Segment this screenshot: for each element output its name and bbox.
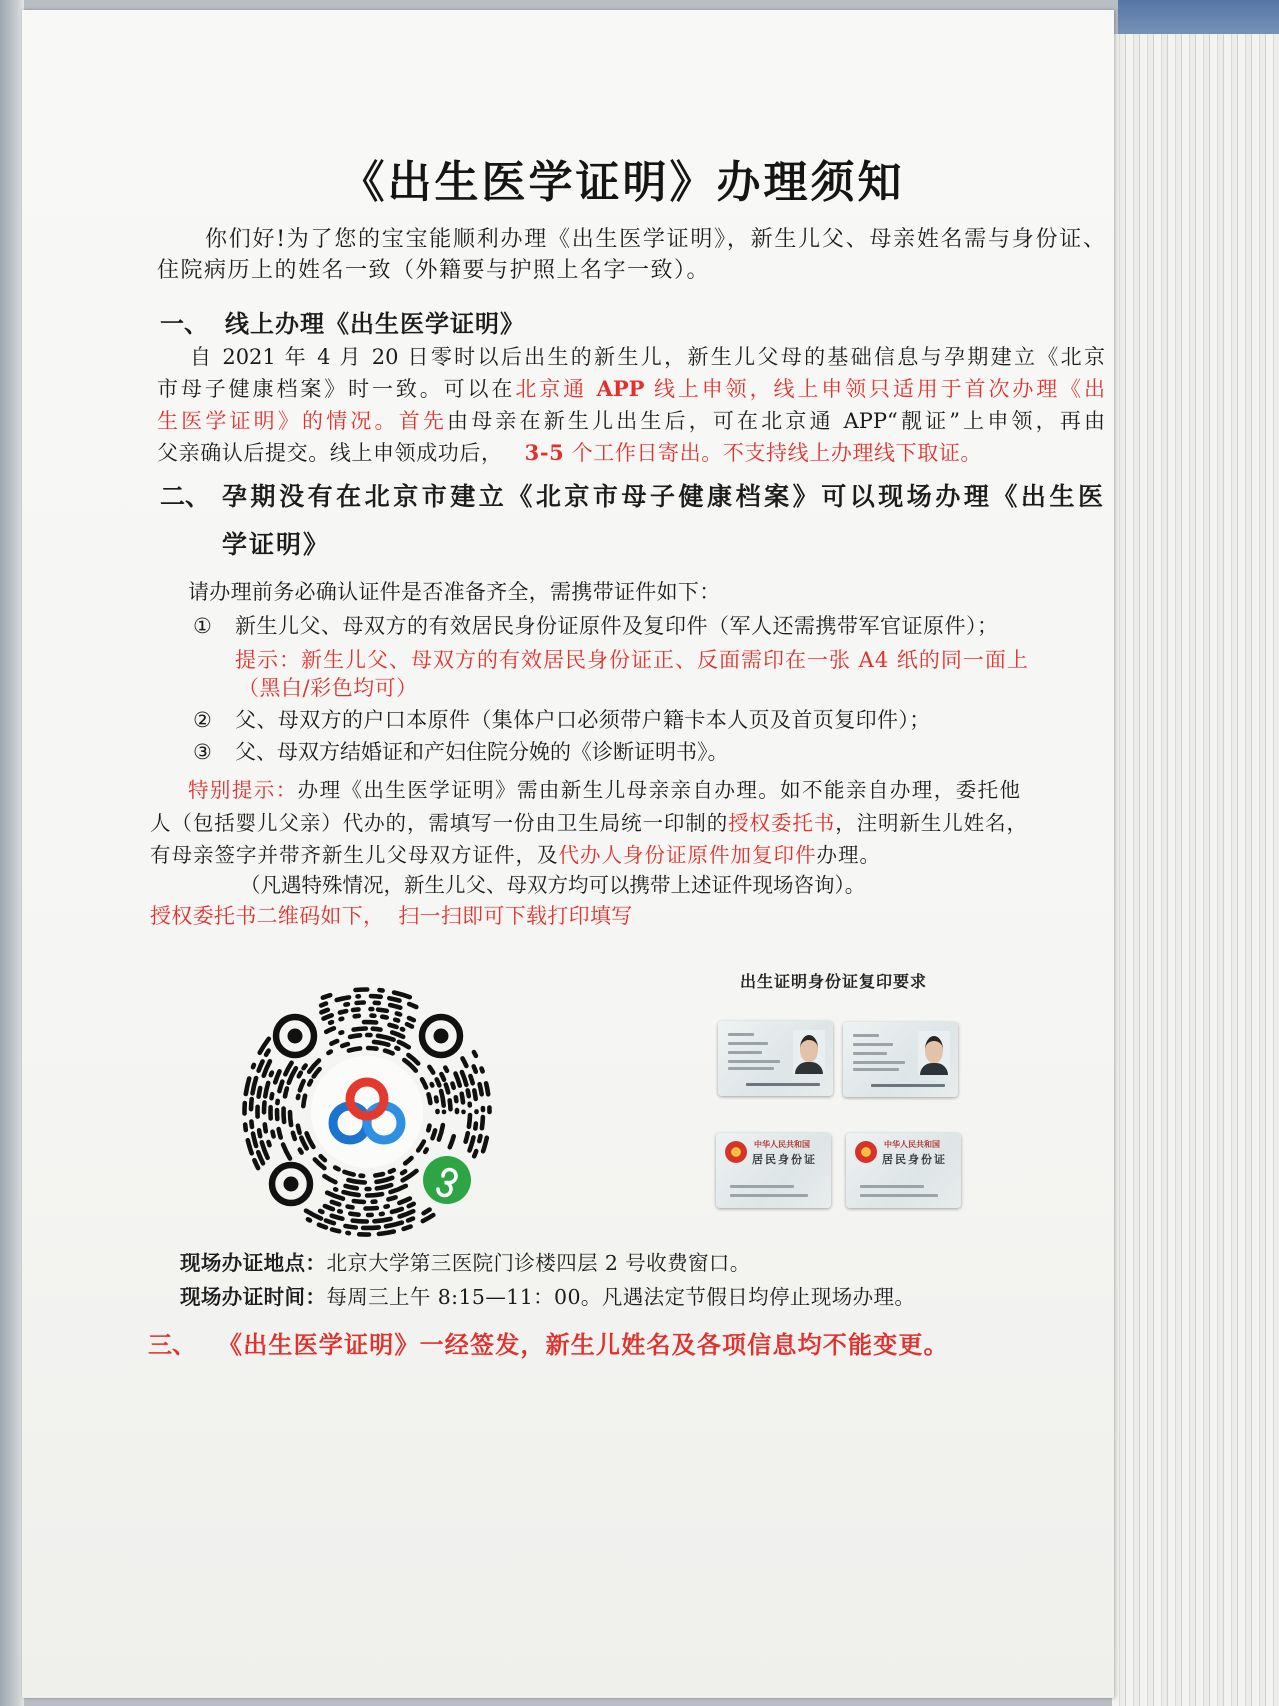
qr-module: [355, 1016, 359, 1017]
qr-module: [404, 1227, 411, 1229]
national-emblem-icon: [855, 1141, 877, 1163]
qr-module: [253, 1078, 257, 1093]
qr-module: [462, 1072, 467, 1085]
qr-module: [290, 1112, 291, 1125]
qr-module: [253, 1065, 254, 1067]
qr-module: [271, 1073, 272, 1076]
qr-module: [479, 1136, 480, 1141]
qr-module: [266, 1051, 269, 1055]
qr-module: [486, 1083, 488, 1094]
qr-module: [324, 1176, 335, 1182]
qr-module: [423, 1215, 434, 1221]
card-number-line: [871, 1084, 945, 1087]
qr-module: [462, 1094, 463, 1103]
qr-module: [375, 1174, 383, 1176]
qr-module: [468, 1090, 469, 1096]
qr-module: [342, 1044, 348, 1046]
qr-module: [337, 997, 349, 1000]
qr-module: [273, 1132, 274, 1137]
qr-module: [279, 1082, 282, 1092]
qr-module: [450, 1136, 454, 1147]
qr-module: [307, 1133, 314, 1147]
qr-module: [251, 1122, 252, 1127]
qr-module: [269, 1142, 270, 1145]
highlight-segment: 授权委托书: [728, 811, 836, 835]
qr-module: [474, 1066, 476, 1071]
qr-module: [303, 1096, 305, 1106]
qr-module: [346, 1186, 357, 1188]
card-country-text: 中华人民共和国: [754, 1139, 810, 1149]
highlight-segment: 北京通: [515, 377, 597, 401]
qr-module: [445, 1068, 447, 1071]
requirement-item: 新生儿父、母双方的有效居民身份证原件及复印件（军人还需携带军官证原件）；: [235, 614, 999, 638]
qr-module: [371, 996, 381, 997]
qr-module: [432, 1084, 433, 1085]
qr-module: [335, 1168, 338, 1170]
qr-module: [356, 989, 368, 990]
qr-module: [378, 1010, 387, 1011]
qr-module: [301, 1138, 306, 1149]
section1-line: [157, 438, 982, 468]
qr-module: [320, 1211, 322, 1212]
qr-module: [409, 1004, 416, 1007]
requirement-tip: 提示：新生儿父、母双方的有效居民身份证正、反面需印在一张 A4 纸的同一面上: [235, 648, 1029, 672]
special-notice-label: 特别提示：: [188, 778, 298, 802]
qr-module: [259, 1130, 260, 1136]
text-segment: 人（包括婴儿父亲）代办的，需填写一份由卫生局统一印制的: [150, 811, 729, 835]
qr-module: [399, 1042, 409, 1047]
qr-module: [331, 1041, 337, 1044]
card-text-line: [853, 1034, 879, 1037]
qr-module: [425, 1149, 427, 1152]
qr-module: [285, 1063, 291, 1075]
qr-module: [441, 1091, 444, 1106]
section2-heading: 学证明》: [222, 530, 331, 559]
card-text-line: [853, 1068, 899, 1071]
id-card-front-copy: [843, 1022, 958, 1097]
onsite-location-label: 现场办证地点：: [180, 1251, 327, 1275]
qr-module: [309, 1081, 311, 1085]
section2-heading: 孕期没有在北京市建立《北京市母子健康档案》可以现场办理《出生医: [222, 482, 1103, 511]
section1-number: 一、: [160, 309, 208, 338]
highlight-segment: 线上申领，线上申领只适用于首次办理《出: [644, 377, 1105, 401]
qr-module: [319, 1225, 326, 1228]
qr-module: [379, 1232, 394, 1234]
qr-module: [397, 1013, 400, 1014]
id-card-back-copy: [716, 1133, 831, 1208]
qr-module: [344, 1172, 353, 1175]
qr-module: [348, 1180, 364, 1183]
qr-module: [349, 1048, 360, 1050]
id-copy-title: 出生证明身份证复印要求: [740, 972, 928, 991]
qr-module: [357, 1003, 364, 1004]
qr-module: [392, 1032, 403, 1036]
qr-module: [348, 1207, 353, 1208]
onsite-location: [180, 1248, 751, 1278]
page-stack-edge: [1112, 34, 1279, 1706]
qr-module: [394, 993, 410, 998]
qr-module: [330, 1022, 332, 1023]
qr-module: [248, 1140, 252, 1153]
qr-module: [293, 1133, 295, 1139]
qr-module: [265, 1124, 266, 1131]
qr-module: [363, 1227, 379, 1228]
qr-eye-dot: [288, 1029, 303, 1044]
qr-module: [299, 1073, 301, 1077]
qr-module: [429, 1094, 431, 1103]
qr-module: [470, 1137, 474, 1150]
qr-module: [469, 1115, 470, 1127]
qr-module: [332, 1216, 343, 1219]
folder-left-edge: [0, 0, 24, 1706]
mini-program-badge-icon: [423, 1156, 471, 1204]
qr-module: [279, 1129, 281, 1137]
qr-module: [275, 1071, 279, 1082]
qr-module: [418, 1142, 424, 1151]
qr-module: [433, 1130, 436, 1138]
text-segment: 父亲确认后提交。线上申领成功后，: [157, 441, 503, 465]
special-notice-line: [150, 808, 1027, 838]
qr-module: [300, 1150, 302, 1153]
qr-module: [340, 1011, 346, 1013]
qr-module: [262, 1142, 268, 1158]
highlight-segment: 3-5: [524, 440, 565, 465]
qr-module: [390, 1025, 397, 1027]
id-card-front-copy: [718, 1021, 833, 1096]
qr-module: [483, 1138, 487, 1152]
qr-module: [395, 1020, 398, 1021]
card-text-line: [728, 1067, 774, 1070]
card-text-line: [728, 1033, 754, 1036]
qr-module: [391, 1186, 406, 1192]
qr-module: [259, 1088, 261, 1097]
highlight-segment: 个工作日寄出。不支持线上办理线下取证。: [564, 441, 983, 465]
card-text-line: [853, 1052, 887, 1055]
qr-module: [373, 1029, 381, 1030]
qr-module: [437, 1079, 440, 1085]
qr-module: [389, 998, 399, 1000]
qr-module: [326, 1221, 334, 1224]
special-notice-line: [150, 840, 881, 870]
qr-module: [374, 1042, 388, 1045]
qr-module: [399, 1199, 410, 1203]
section3-text: 《出生医学证明》一经签发，新生儿姓名及各项信息均不能变更。: [218, 1330, 949, 1359]
intro-line: 住院病历上的姓名一致（外籍要与护照上名字一致）。: [157, 258, 711, 283]
qr-module: [272, 1094, 273, 1098]
intro-line: 你们好!为了您的宝宝能顺利办理《出生医学证明》，新生儿父、母亲姓名需与身份证、: [205, 227, 1105, 252]
card-text-line: [728, 1060, 780, 1063]
qr-module: [251, 1099, 252, 1109]
qr-module: [474, 1151, 476, 1156]
page-title: 《出生医学证明》办理须知: [340, 157, 905, 208]
national-emblem-icon: [725, 1141, 747, 1163]
highlight-segment: 生医学证明》的情况。首先: [157, 409, 448, 433]
qr-module: [289, 1068, 296, 1083]
highlight-segment: APP: [596, 376, 645, 401]
highlight-segment: 代办人身份证原件加复印件: [558, 843, 817, 867]
portrait-shoulders: [795, 1062, 823, 1074]
onsite-time-value: 每周三上午 8:15—11：00。凡遇法定节假日均停止现场办理。: [326, 1285, 916, 1309]
qr-module: [429, 1067, 433, 1073]
qr-module: [323, 995, 330, 998]
qr-module: [245, 1125, 246, 1131]
qr-module: [367, 1194, 382, 1195]
onsite-time: [180, 1282, 915, 1312]
special-notice-line: [188, 775, 1020, 805]
qr-module: [463, 1058, 467, 1066]
qr-module: [392, 1209, 402, 1212]
qr-module: [345, 1226, 355, 1228]
portrait-shoulders: [920, 1063, 948, 1075]
qr-module: [474, 1090, 475, 1099]
id-photo: [918, 1031, 950, 1075]
item-marker: ②: [193, 708, 212, 732]
portrait-head: [925, 1036, 943, 1063]
qr-module: [377, 1185, 391, 1188]
qr-module: [368, 1048, 376, 1049]
text-segment: 市母子健康档案》时一致。可以在: [157, 377, 516, 401]
item-marker: ①: [193, 614, 212, 638]
qr-module: [446, 1085, 448, 1093]
qr-caption: 授权委托书二维码如下， 扫一扫即可下载打印填写: [150, 904, 633, 928]
qr-module: [402, 1029, 403, 1030]
id-photo: [793, 1030, 825, 1074]
section1-heading: 线上办理《出生医学证明》: [225, 309, 525, 338]
qr-module: [408, 1219, 413, 1221]
qr-module: [298, 1126, 300, 1133]
qr-module: [466, 1133, 468, 1142]
qr-module: [382, 1017, 387, 1018]
requirement-item: 父、母双方结婚证和产妇住院分娩的《诊断证明书》。: [235, 740, 729, 764]
qr-module: [354, 1201, 364, 1202]
section1-line: [157, 374, 1105, 404]
card-country-text: 中华人民共和国: [884, 1139, 940, 1149]
qr-module: [327, 1193, 343, 1199]
qr-module: [386, 1206, 388, 1207]
qr-module: [324, 1015, 332, 1018]
qr-module: [350, 1214, 358, 1215]
card-title-text: 居民身份证: [882, 1153, 947, 1166]
qr-module: [265, 1083, 268, 1097]
qr-module: [341, 1032, 343, 1033]
qr-module: [409, 1018, 414, 1020]
qr-module: [353, 1221, 367, 1222]
qr-module: [325, 1206, 333, 1209]
qr-finder-eye: [272, 1165, 310, 1203]
qr-module: [284, 1109, 285, 1122]
section1-line: [190, 342, 1105, 372]
qr-module: [259, 1061, 263, 1070]
qr-module: [308, 1219, 310, 1220]
qr-module: [298, 1096, 299, 1098]
onsite-location-value: 北京大学第三医院门诊楼四层 2 号收费窗口。: [326, 1251, 751, 1275]
qr-module: [436, 1098, 437, 1102]
qr-module: [304, 1066, 306, 1069]
authorization-form-qr-code: [232, 977, 502, 1247]
qr-module: [377, 1178, 393, 1182]
qr-module: [422, 1079, 426, 1087]
qr-module: [258, 1152, 263, 1163]
card-text-line: [728, 1042, 768, 1045]
qr-module: [405, 1158, 411, 1163]
text-segment: 办理。: [816, 843, 881, 867]
card-number-line: [746, 1083, 820, 1086]
qr-module: [385, 1051, 393, 1054]
qr-module: [264, 1102, 265, 1112]
qr-module: [475, 1124, 476, 1129]
qr-module: [480, 1084, 482, 1094]
qr-eye-dot: [284, 1177, 299, 1192]
special-case-note: （凡遇特殊情况，新生儿父、母双方均可以携带上述证件现场咨询）。: [240, 873, 866, 897]
card-text-line: [728, 1051, 762, 1054]
qr-finder-eye: [422, 1017, 460, 1055]
requirement-tip: （黑白/彩色均可）: [238, 676, 418, 700]
requirements-intro: 请办理前务必确认证件是否准备齐全，需携带证件如下：: [188, 580, 721, 604]
qr-module: [321, 1156, 325, 1160]
qr-finder-eye: [276, 1017, 314, 1055]
card-text-line: [853, 1061, 905, 1064]
qr-module: [390, 1170, 394, 1172]
qr-module: [428, 1126, 429, 1131]
qr-module: [350, 1035, 360, 1037]
text-segment: 办理《出生医学证明》需由新生儿母亲亲自办理。如不能亲自办理，委托他: [297, 778, 1021, 802]
qr-module: [456, 1074, 460, 1086]
portrait-head: [800, 1035, 818, 1062]
qr-module: [374, 1219, 390, 1221]
qr-module: [452, 1084, 453, 1088]
qr-module: [314, 1069, 320, 1077]
card-text-line: [853, 1043, 893, 1046]
qr-module: [482, 1069, 483, 1072]
qr-module: [285, 1088, 287, 1096]
qr-module: [300, 1081, 304, 1090]
qr-module: [402, 1171, 405, 1173]
qr-module: [388, 1197, 395, 1199]
qr-module: [409, 1204, 414, 1206]
section3-number: 三、: [148, 1330, 196, 1359]
id-card-back-copy: [846, 1133, 961, 1208]
qr-module: [253, 1134, 256, 1147]
qr-module: [326, 1028, 334, 1032]
qr-module: [366, 1208, 377, 1209]
qr-module: [332, 1202, 340, 1205]
qr-module: [400, 1211, 414, 1216]
qr-module: [321, 1010, 327, 1013]
qr-module: [332, 1229, 339, 1231]
qr-module: [482, 1117, 483, 1128]
qr-module: [456, 1097, 457, 1101]
section2-number: 二、: [160, 482, 211, 511]
qr-module: [396, 1048, 398, 1049]
qr-module: [450, 1100, 451, 1109]
qr-module: [341, 1019, 343, 1020]
qr-module: [283, 1145, 290, 1159]
text-segment: ，注明新生儿姓名，: [835, 811, 1028, 835]
qr-module: [378, 1036, 394, 1040]
qr-module: [424, 1210, 430, 1214]
qr-module: [254, 1160, 258, 1168]
qr-module: [321, 1004, 326, 1006]
item-marker: ③: [193, 740, 212, 764]
text-segment: 自 2021 年 4 月 20 日零时以后出生的新生儿，新生儿父母的基础信息与孕期建立《北京: [190, 345, 1105, 369]
qr-module: [390, 1005, 400, 1008]
card-text-line: [730, 1194, 808, 1197]
text-segment: 有母亲签字并带齐新生儿父母双方证件，及: [150, 843, 559, 867]
qr-module: [354, 1029, 366, 1030]
requirement-item: 父、母双方的户口本原件（集体户口必须带户籍卡本人页及首页复印件）；: [235, 708, 931, 732]
card-text-line: [730, 1185, 794, 1188]
qr-module: [344, 1192, 359, 1195]
qr-module: [441, 1074, 444, 1080]
card-text-line: [860, 1194, 938, 1197]
section1-line: [157, 406, 1105, 436]
qr-module: [328, 1052, 330, 1054]
text-segment: 由母亲在新生儿出生后，可在北京通 APP“靓证”上申领，再由: [447, 409, 1105, 433]
card-text-line: [860, 1185, 924, 1188]
card-title-text: 居民身份证: [752, 1153, 817, 1166]
qr-module: [474, 1052, 476, 1056]
qr-module: [439, 1125, 443, 1140]
qr-module: [470, 1076, 472, 1083]
qr-eye-dot: [434, 1029, 449, 1044]
qr-module: [407, 1024, 412, 1026]
onsite-time-label: 现场办证时间：: [180, 1285, 327, 1309]
qr-module: [353, 1009, 359, 1010]
qr-module: [246, 1079, 249, 1095]
qr-module: [386, 1223, 402, 1227]
